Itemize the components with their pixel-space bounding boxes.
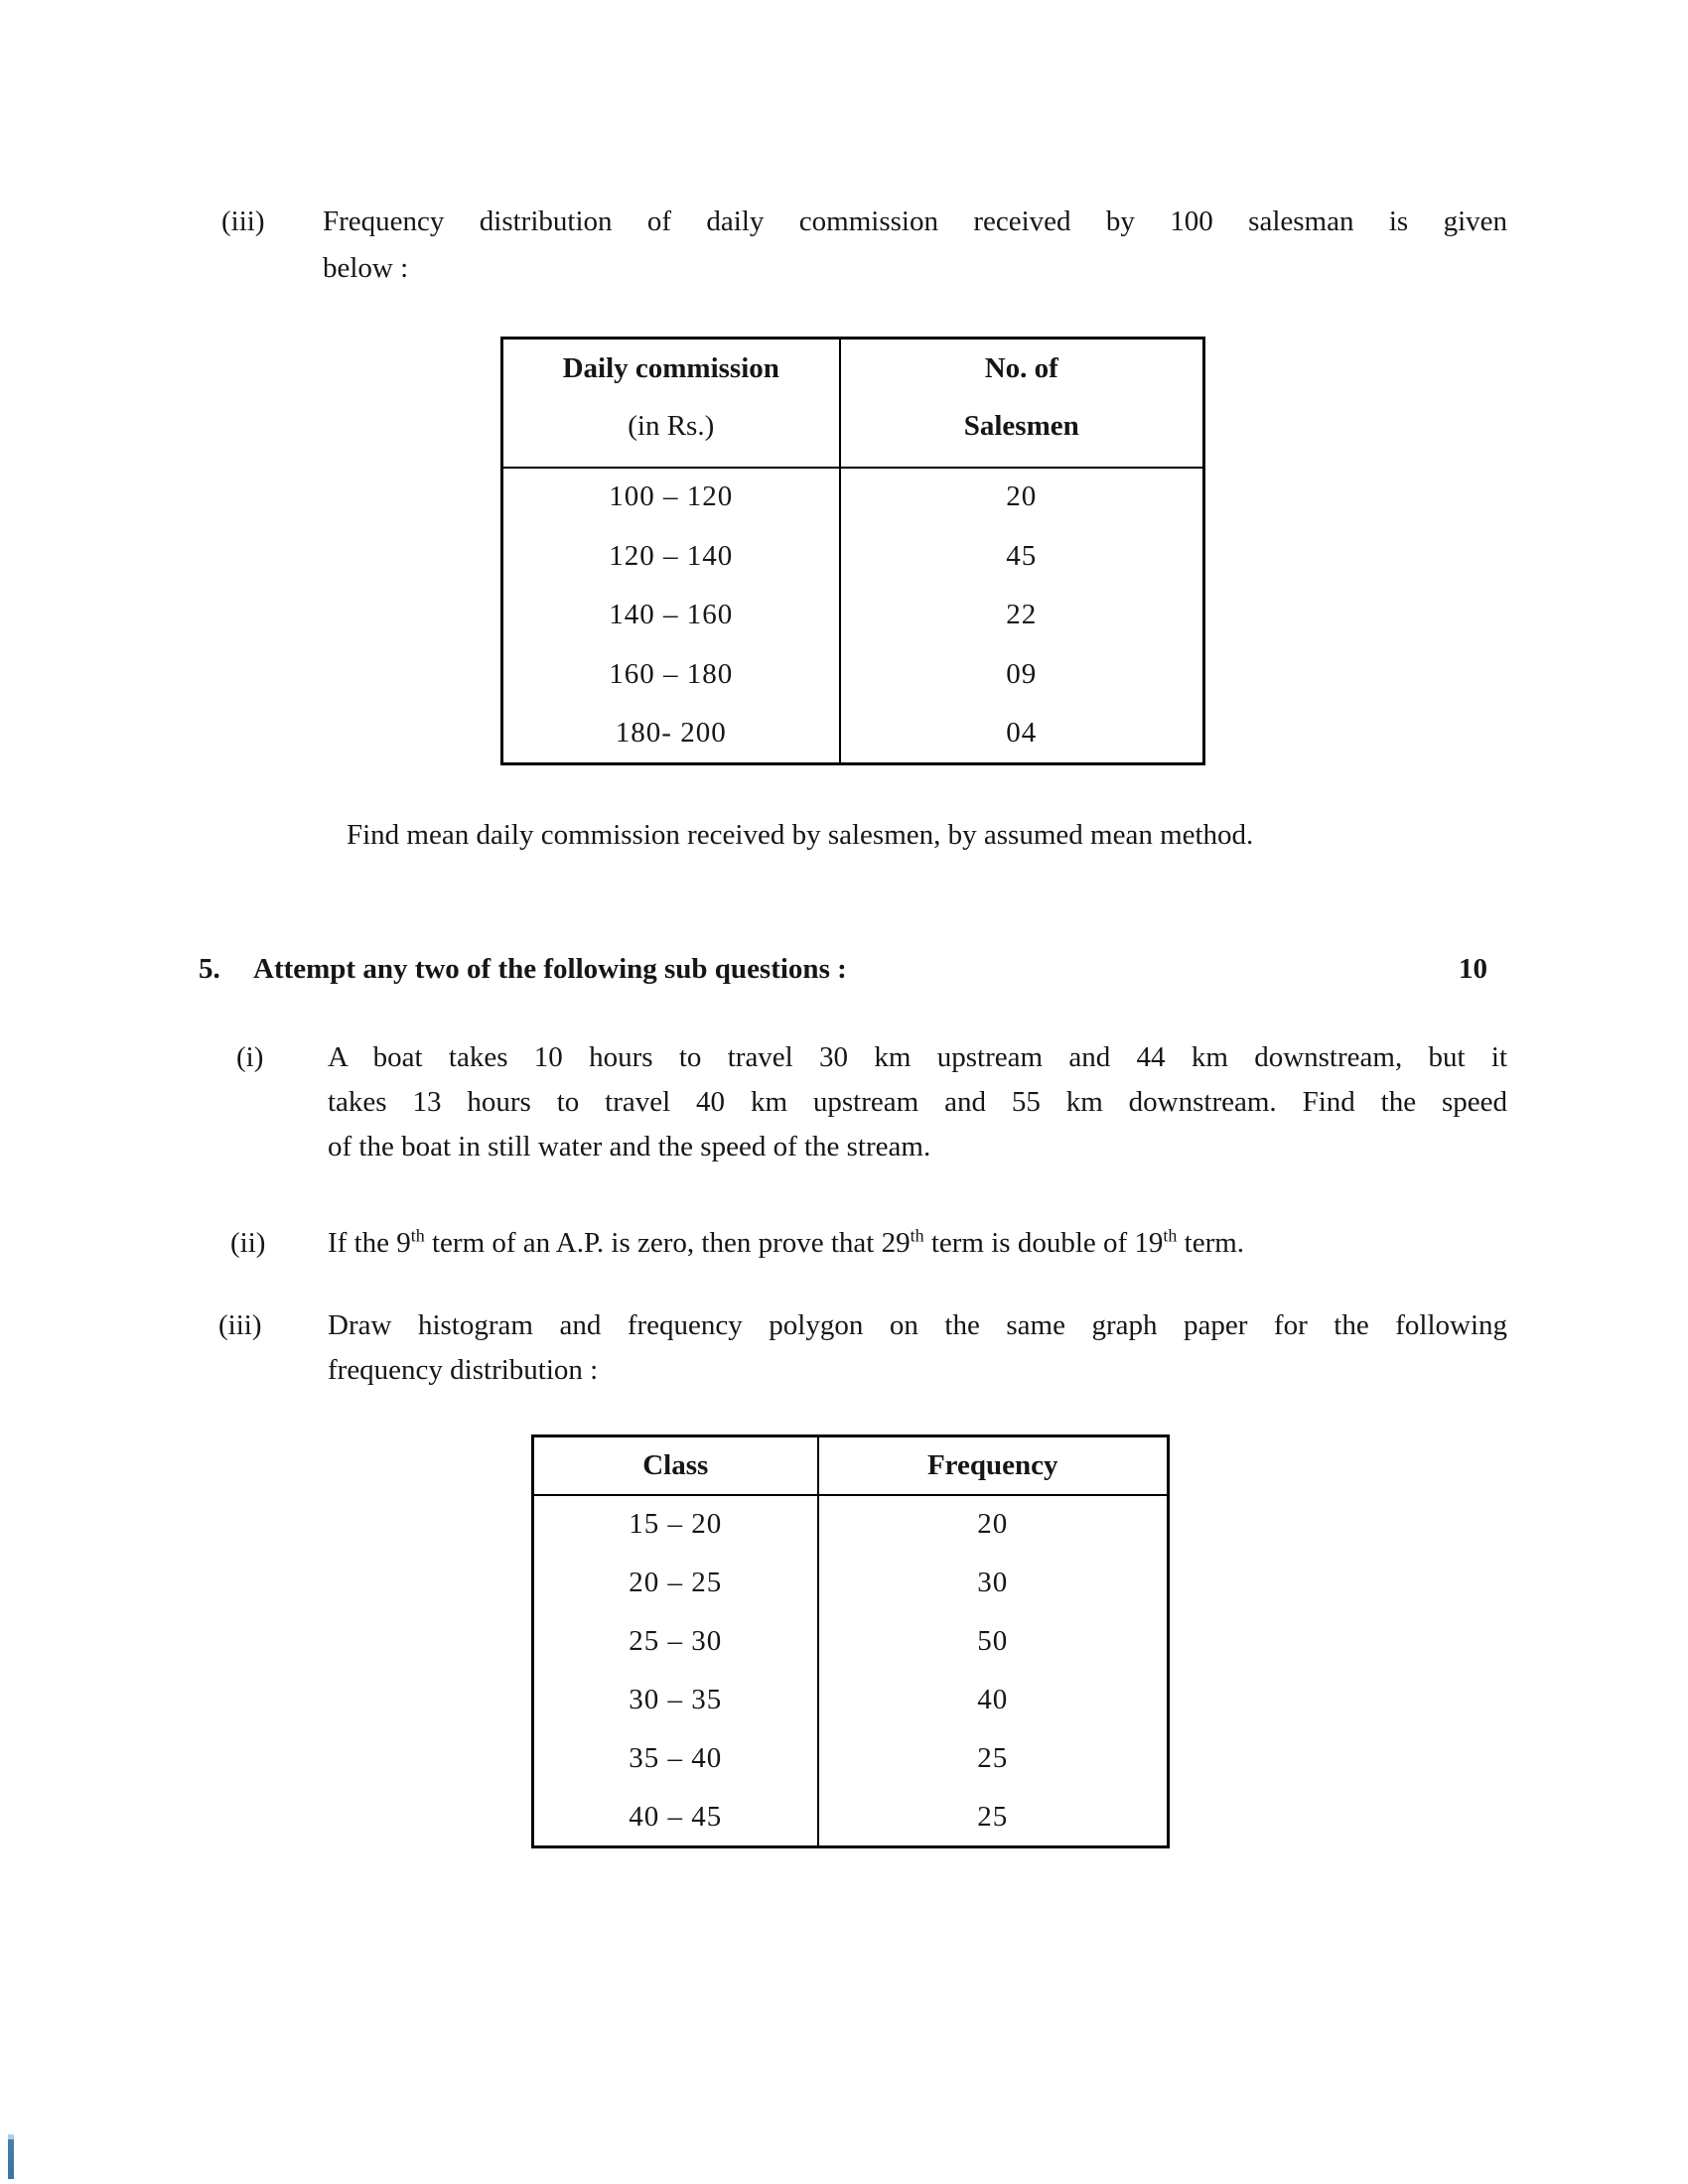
class-range-cell: 15 – 20 (533, 1495, 818, 1554)
class-range-cell: 100 – 120 (502, 468, 840, 527)
commission-table-header-col1 (502, 339, 840, 468)
question-text-line: below : (323, 252, 409, 284)
question-5-item-iii-text (328, 1303, 1507, 1393)
question-5-item-i-label: (i) (236, 1041, 264, 1073)
header-frequency: Frequency (818, 1436, 1169, 1495)
question-5-item-ii-text (328, 1221, 1507, 1266)
frequency-cell: 04 (840, 705, 1204, 764)
table-row (533, 1554, 1169, 1612)
class-range-cell: 40 – 45 (533, 1788, 818, 1846)
frequency-cell: 40 (818, 1671, 1169, 1729)
table-row (533, 1788, 1169, 1846)
ordinal-superscript: th (1163, 1225, 1178, 1246)
table-row (533, 1671, 1169, 1729)
frequency-cell: 20 (818, 1495, 1169, 1554)
question-text-segment: If the 9 (328, 1227, 411, 1259)
question-text-segment: term. (1177, 1227, 1245, 1259)
ordinal-superscript: th (910, 1225, 924, 1246)
class-frequency-table (531, 1434, 1170, 1848)
table-row (533, 1729, 1169, 1788)
question-5-item-i (236, 1035, 1507, 1169)
question-text-segment: term of an A.P. is zero, then prove that 29 (424, 1227, 911, 1259)
ordinal-superscript: th (410, 1225, 425, 1246)
commission-table-header-row (502, 339, 1204, 468)
frequency-cell: 25 (818, 1729, 1169, 1788)
question-4-iii-section (221, 199, 1507, 292)
question-5-item-i-text (328, 1035, 1507, 1169)
question-text-segment: term is double of 19 (923, 1227, 1164, 1259)
question-text-line: Draw histogram and frequency polygon on the same graph paper for the following (328, 1309, 1507, 1341)
commission-table-header-col2 (840, 339, 1204, 468)
table-row (502, 705, 1204, 764)
frequency-cell: 25 (818, 1788, 1169, 1846)
frequency-cell: 30 (818, 1554, 1169, 1612)
class-range-cell: 140 – 160 (502, 586, 840, 645)
question-text-line: frequency distribution : (328, 1354, 599, 1386)
class-range-cell: 35 – 40 (533, 1729, 818, 1788)
mean-instruction-text: Find mean daily commission received by salesmen, by assumed mean method. (347, 819, 1254, 851)
header-class: Class (533, 1436, 818, 1495)
question-text-line: takes 13 hours to travel 40 km upstream and 55 km downstream. Find the speed (328, 1086, 1507, 1118)
table-row (502, 586, 1204, 645)
question-4-iii-label: (iii) (221, 205, 265, 237)
class-range-cell: 20 – 25 (533, 1554, 818, 1612)
frequency-cell: 09 (840, 645, 1204, 705)
table-row (533, 1495, 1169, 1554)
table-row (502, 468, 1204, 527)
class-frequency-header-row (533, 1436, 1169, 1495)
question-4-iii-text (323, 199, 1507, 292)
question-5-item-iii (218, 1303, 1507, 1393)
question-text-line: of the boat in still water and the speed of the stream. (328, 1131, 931, 1162)
question-5-number: 5. (199, 953, 220, 985)
class-range-cell: 30 – 35 (533, 1671, 818, 1729)
question-5-item-ii-label: (ii) (230, 1227, 266, 1259)
header-in-rs: (in Rs.) (628, 410, 715, 442)
class-range-cell: 25 – 30 (533, 1612, 818, 1671)
header-daily-commission: Daily commission (562, 352, 779, 384)
class-range-cell: 160 – 180 (502, 645, 840, 705)
frequency-cell: 50 (818, 1612, 1169, 1671)
table-row (502, 645, 1204, 705)
frequency-cell: 45 (840, 526, 1204, 586)
question-5-item-ii (230, 1221, 1507, 1266)
question-5-heading (199, 949, 1507, 989)
marks-value: 10 (1459, 953, 1487, 985)
class-range-cell: 180- 200 (502, 705, 840, 764)
header-salesmen: Salesmen (963, 410, 1079, 442)
question-5-heading-text: Attempt any two of the following sub questions : (253, 953, 847, 985)
frequency-cell: 22 (840, 586, 1204, 645)
table-row (502, 526, 1204, 586)
class-range-cell: 120 – 140 (502, 526, 840, 586)
commission-table (500, 337, 1205, 765)
question-text-line: A boat takes 10 hours to travel 30 km upstream and 44 km downstream, but it (328, 1041, 1507, 1073)
question-5-item-iii-label: (iii) (218, 1309, 262, 1341)
text-cursor-mark (8, 2134, 14, 2179)
question-text-line: Frequency distribution of daily commission received by 100 salesman is given (323, 205, 1507, 237)
table-row (533, 1612, 1169, 1671)
frequency-cell: 20 (840, 468, 1204, 527)
header-no-of: No. of (984, 352, 1058, 384)
